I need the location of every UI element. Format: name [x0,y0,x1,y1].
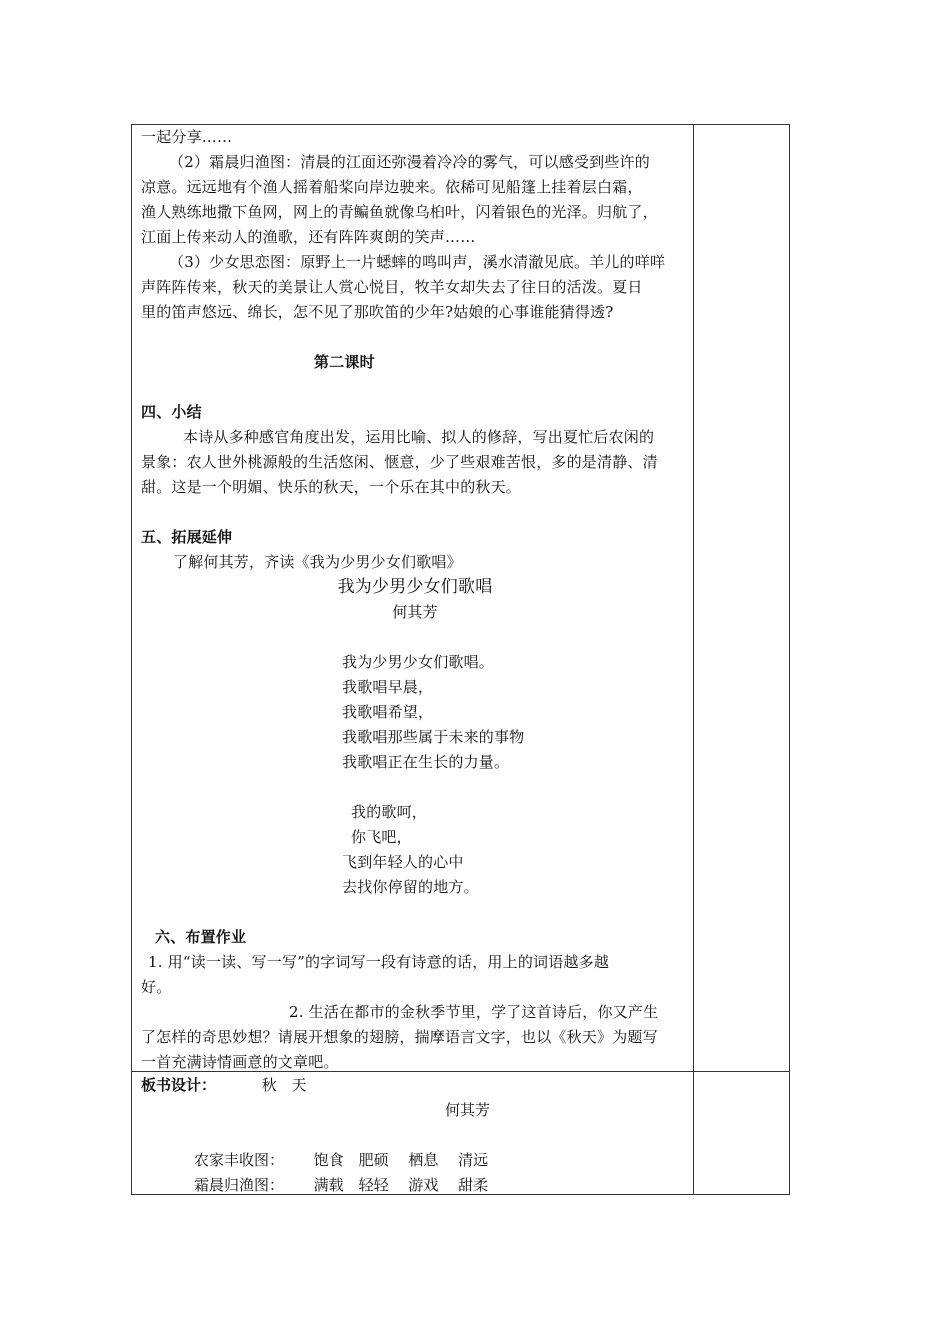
poem-line: 我歌唱那些属于未来的事物 [342,728,525,746]
board-label: 板书设计： [141,1076,217,1094]
lesson2-title: 第二课时 [314,353,375,371]
text-line: 渔人熟练地撒下鱼网，网上的青鳊鱼就像乌桕叶，闪着银色的光泽。归航了， [141,203,658,221]
board-row [141,1148,689,1173]
extension-intro: 了解何其芳，齐读《我为少男少女们歌唱》 [173,553,462,571]
poem-line: 你飞吧， [351,828,412,846]
board-author: 何其芳 [445,1101,491,1119]
text-line: （3）少女思恋图：原野上一片蟋蟀的鸣叫声，溪水清澈见底。羊儿的咩咩 [169,253,666,271]
column-divider [693,125,694,1194]
lesson-table [131,124,790,1195]
text-line: 江面上传来动人的渔歌，还有阵阵爽朗的笑声…… [141,228,476,246]
text-line: 2. 生活在都市的金秋季节里，学了这首诗后，你又产生 [289,1003,659,1021]
text-line: 景象：农人世外桃源般的生活悠闲、惬意，少了些艰难苦恨，多的是清静、清 [141,453,658,471]
board-row-label: 霜晨归渔图： [194,1176,285,1194]
text-line: 一起分享…… [141,128,233,146]
text-line: 1. 用“读一读、写一写”的字词写一段有诗意的话，用上的词语越多越 [148,953,610,971]
board-row-words: 满载 轻轻 游戏 甜柔 [313,1176,489,1194]
poem-line: 去找你停留的地方。 [342,878,479,896]
text-line: 本诗从多种感官角度出发，运用比喻、拟人的修辞，写出夏忙后农闲的 [183,428,655,446]
summary-heading: 四、小结 [141,403,202,421]
poem-line: 我歌唱正在生长的力量。 [342,753,510,771]
board-row [141,1173,689,1198]
text-line: 里的笛声悠远、绵长，怎不见了那吹笛的少年?姑娘的心事谁能猜得透? [141,303,614,321]
board-row-label: 农家丰收图： [194,1151,285,1169]
poem-title: 我为少男少女们歌唱 [337,577,493,597]
homework-heading: 六、布置作业 [155,928,247,946]
text-line: 了怎样的奇思妙想？请展开想象的翅膀，揣摩语言文字，也以《秋天》为题写 [141,1028,658,1046]
extension-heading: 五、拓展延伸 [141,528,233,546]
board-row-words: 饱食 肥硕 栖息 清远 [313,1151,489,1169]
board-title: 秋 天 [261,1076,307,1094]
poem-line: 飞到年轻人的心中 [342,853,464,871]
text-line: 凉意。远远地有个渔人摇着船桨向岸边驶来。依稀可见船篷上挂着层白霜， [141,178,643,196]
poem-line: 我的歌呵， [351,803,428,821]
poem-line: 我歌唱希望， [342,703,434,721]
text-line: 声阵阵传来，秋天的美景让人赏心悦目，牧羊女却失去了往日的活泼。夏日 [141,278,643,296]
blackboard-design [141,1073,689,1198]
text-line: （2）霜晨归渔图：清晨的江面还弥漫着冷冷的雾气，可以感受到些许的 [169,153,650,171]
text-line: 甜。这是一个明媚、快乐的秋天，一个乐在其中的秋天。 [141,478,522,496]
poem-line: 我歌唱早晨， [342,678,434,696]
poem-line: 我为少男少女们歌唱。 [342,653,495,671]
text-line: 好。 [141,978,172,996]
text-line: 一首充满诗情画意的文章吧。 [141,1053,339,1071]
lesson-content [141,125,689,1075]
poem-author: 何其芳 [392,603,438,621]
